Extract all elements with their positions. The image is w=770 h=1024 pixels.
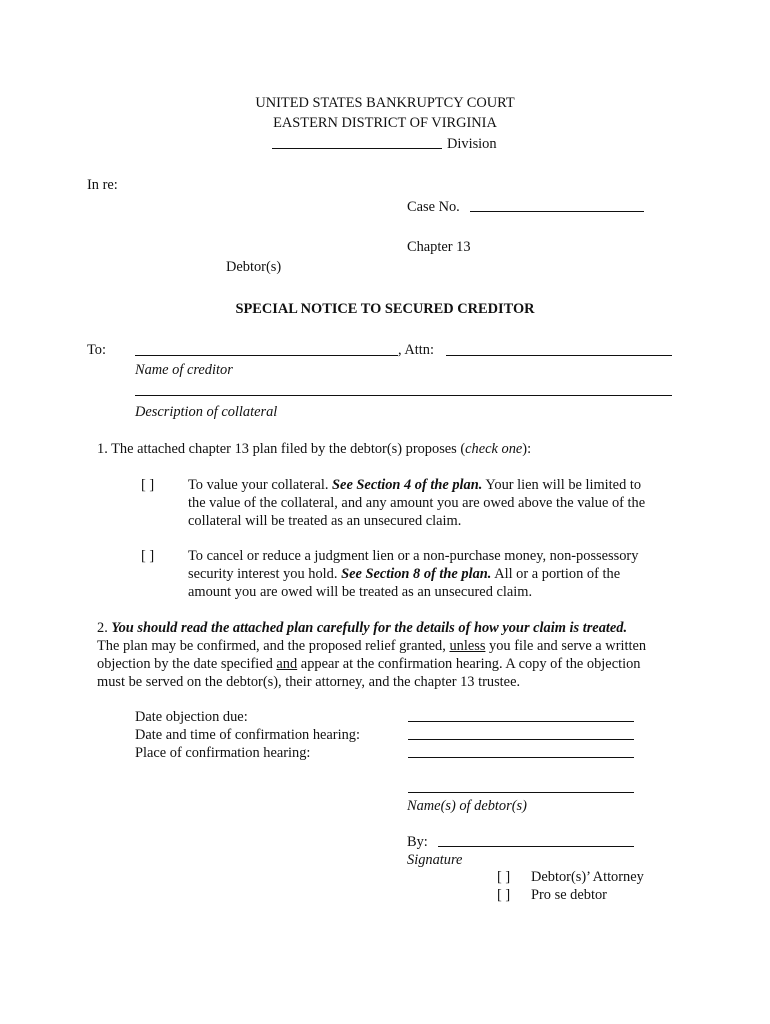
pro-se-checkbox[interactable]: [ ]	[497, 887, 511, 903]
signature-blank[interactable]	[438, 846, 634, 847]
item-2-line-4: must be served on the debtor(s), their attorney, and the chapter 13 trustee.	[97, 674, 521, 690]
pro-se-label: Pro se debtor	[531, 887, 607, 903]
option-a-line-2: the value of the collateral, and any amount you are owed above the value of the	[188, 495, 646, 511]
description-of-collateral-label: Description of collateral	[135, 404, 278, 420]
option-a-line-1: To value your collateral. See Section 4 of the plan. Your lien will be limited to	[188, 477, 642, 493]
district-name: EASTERN DISTRICT OF VIRGINIA	[273, 115, 497, 131]
item-2-line-2: The plan may be confirmed, and the proposed relief granted, unless you file and serve a written	[97, 638, 647, 654]
hearing-time-label: Date and time of confirmation hearing:	[135, 727, 360, 743]
court-name: UNITED STATES BANKRUPTCY COURT	[255, 95, 515, 111]
attorney-checkbox[interactable]: [ ]	[497, 869, 511, 885]
by-label: By:	[407, 834, 428, 850]
chapter-label: Chapter 13	[407, 239, 471, 255]
option-b-checkbox[interactable]: [ ]	[141, 548, 155, 564]
case-no-label: Case No.	[407, 199, 460, 215]
attn-blank[interactable]	[446, 355, 672, 356]
item-2-line-3: objection by the date specified and appear at the confirmation hearing. A copy of the objection	[97, 656, 641, 672]
signature-label: Signature	[407, 852, 463, 868]
debtor-names-blank[interactable]	[408, 792, 634, 793]
division-blank[interactable]	[272, 148, 442, 149]
option-b-line-3: amount you are owed will be treated as an unsecured claim.	[188, 584, 533, 600]
objection-due-blank[interactable]	[408, 721, 634, 722]
hearing-time-blank[interactable]	[408, 739, 634, 740]
objection-due-label: Date objection due:	[135, 709, 248, 725]
option-a-line-3: collateral will be treated as an unsecured claim.	[188, 513, 462, 529]
notice-title: SPECIAL NOTICE TO SECURED CREDITOR	[235, 301, 535, 317]
debtor-names-label: Name(s) of debtor(s)	[407, 798, 527, 814]
item-2-line-1: 2. You should read the attached plan carefully for the details of how your claim is treated.	[97, 620, 628, 636]
option-b-line-1: To cancel or reduce a judgment lien or a non-purchase money, non-possessory	[188, 548, 639, 564]
to-label: To:	[87, 342, 106, 358]
option-b-line-2: security interest you hold. See Section 8 of the plan. All or a portion of the	[188, 566, 621, 582]
attn-label: , Attn:	[398, 342, 434, 358]
in-re-label: In re:	[87, 177, 118, 193]
attorney-label: Debtor(s)’ Attorney	[531, 869, 644, 885]
case-no-blank[interactable]	[470, 211, 644, 212]
debtors-label: Debtor(s)	[226, 259, 282, 275]
option-a-checkbox[interactable]: [ ]	[141, 477, 155, 493]
creditor-name-blank[interactable]	[135, 355, 398, 356]
name-of-creditor-label: Name of creditor	[135, 362, 233, 378]
hearing-place-blank[interactable]	[408, 757, 634, 758]
hearing-place-label: Place of confirmation hearing:	[135, 745, 311, 761]
item-1-intro: 1. The attached chapter 13 plan filed by the debtor(s) proposes (check one):	[97, 441, 532, 457]
collateral-blank[interactable]	[135, 395, 672, 396]
division-label: Division	[447, 136, 497, 152]
